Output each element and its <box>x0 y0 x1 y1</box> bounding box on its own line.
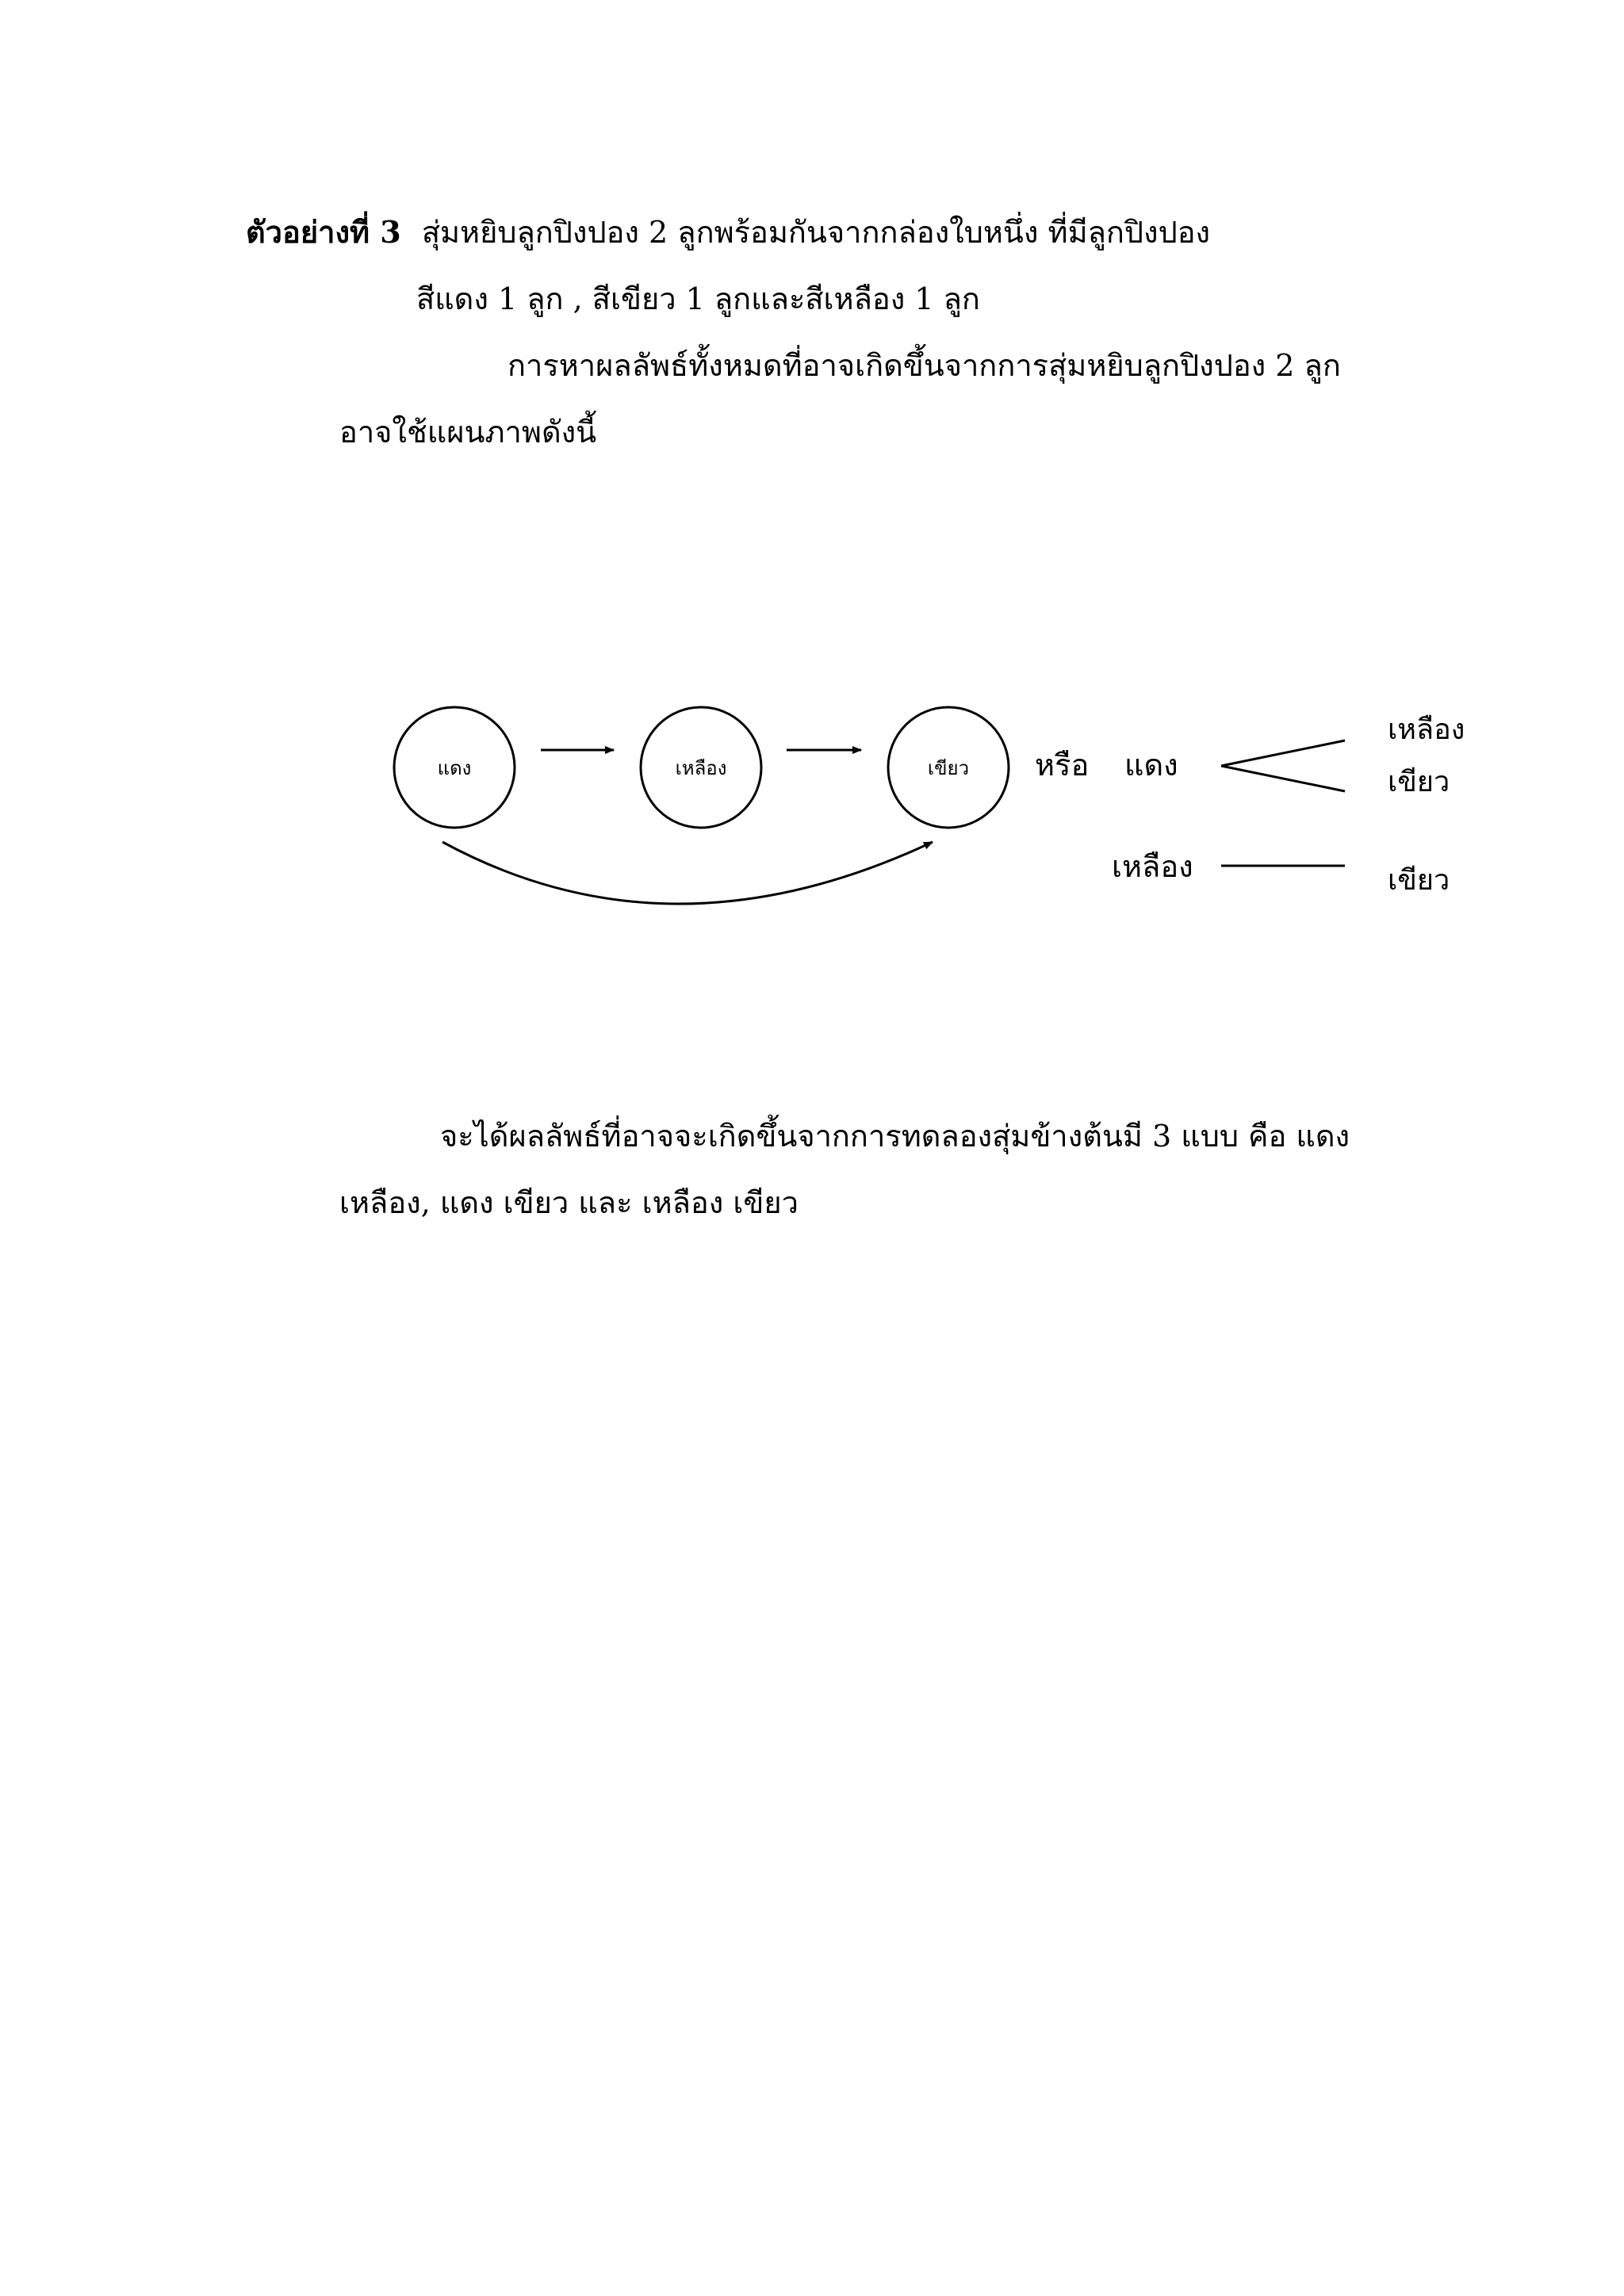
example-statement: สุ่มหยิบลูกปิงปอง 2 ลูกพร้อมกันจากกล่องใบหนึ่ง ที่มีลูกปิงปอง <box>421 215 1211 250</box>
example-line-3: การหาผลลัพธ์ทั้งหมดที่อาจเกิดขึ้นจากการสุ่มหยิบลูกปิงปอง 2 ลูก <box>508 348 1341 383</box>
circle-red-label: แดง <box>437 757 472 779</box>
branch2-end-label: เขียว <box>1388 864 1450 897</box>
circle-green-label: เขียว <box>927 757 970 779</box>
conclusion-line-2: เหลือง, แดง เขียว และ เหลือง เขียว <box>339 1185 799 1220</box>
branch1-upper-line <box>1221 740 1345 766</box>
branch1-bottom-label: เขียว <box>1388 766 1450 798</box>
branch2-root-label: เหลือง <box>1112 849 1193 884</box>
circle-red-node <box>394 707 515 828</box>
branch1-root-label: แดง <box>1124 748 1178 783</box>
circle-green-node <box>888 707 1009 828</box>
conclusion-line-1: จะได้ผลลัพธ์ที่อาจจะเกิดขึ้นจากการทดลองสุ่มข้างต้นมี 3 แบบ คือ แดง <box>440 1119 1350 1154</box>
arrow-red-to-green-curve <box>442 842 933 904</box>
circle-yellow-label: เหลือง <box>675 757 727 779</box>
branch1-top-label: เหลือง <box>1388 714 1465 746</box>
circle-yellow-node <box>641 707 761 828</box>
example-heading: ตัวอย่างที่ 3 <box>246 214 401 250</box>
example-line-4: อาจใช้แผนภาพดังนี้ <box>339 415 597 450</box>
or-label: หรือ <box>1035 748 1090 783</box>
example-line-2: สีแดง 1 ลูก , สีเขียว 1 ลูกและสีเหลือง 1 ลูก <box>416 281 980 316</box>
branch1-lower-line <box>1221 766 1345 791</box>
